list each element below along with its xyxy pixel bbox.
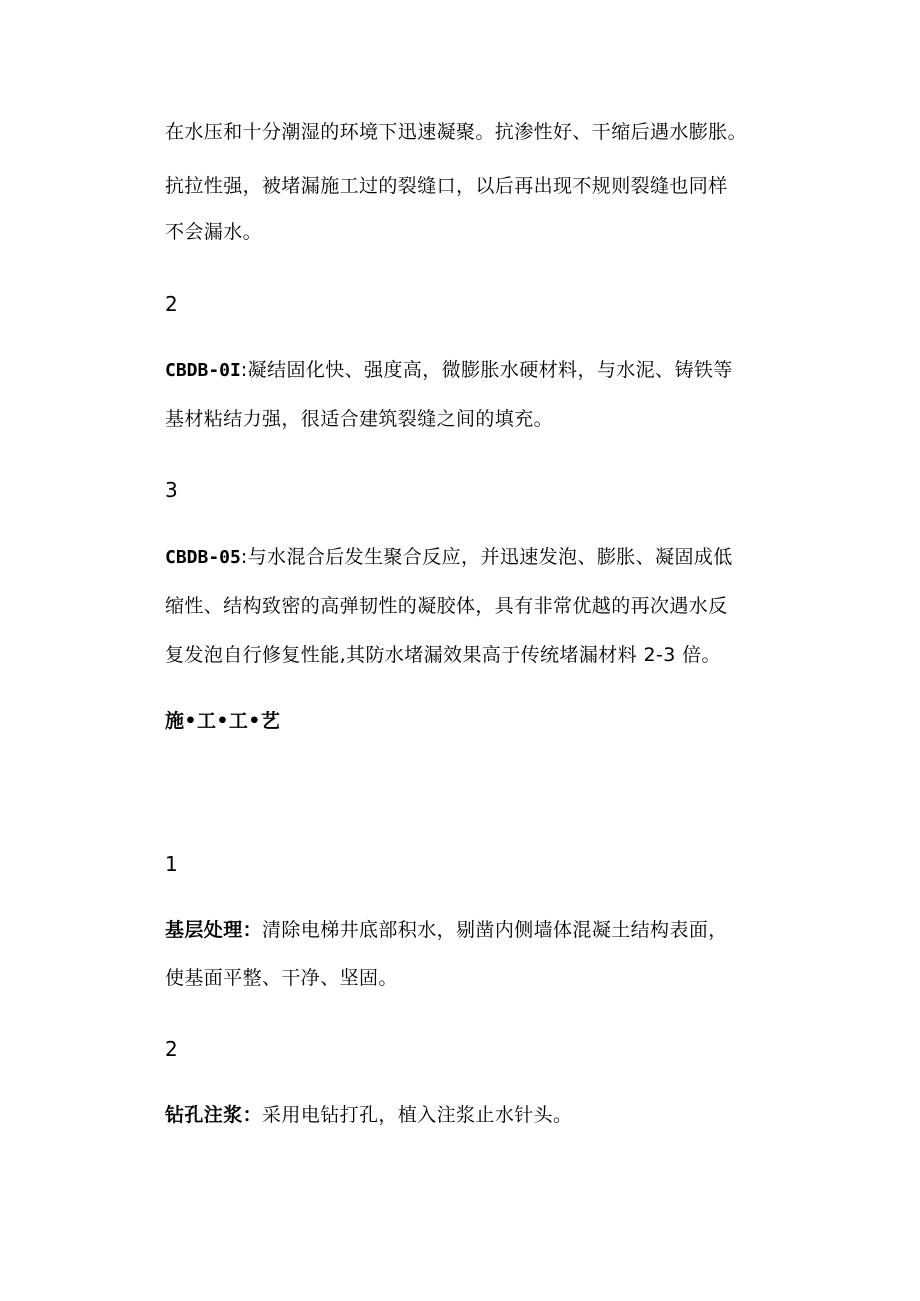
step-description: 清除电梯井底部积水，剔凿内侧墙体混凝土结构表面， bbox=[262, 919, 728, 941]
step-paragraph-line bbox=[165, 918, 728, 942]
material-description-line: 缩性、结构致密的高弹韧性的凝胶体，具有非常优越的再次遇水反 bbox=[165, 595, 728, 617]
material-number: 2 bbox=[165, 292, 178, 316]
material-paragraph-line bbox=[165, 545, 733, 570]
material-description-line: 基材粘结力强，很适合建筑裂缝之间的填充。 bbox=[165, 408, 554, 430]
step-paragraph-line bbox=[165, 1103, 572, 1127]
section-heading: 施•工•工•艺 bbox=[165, 710, 281, 732]
step-title: 基层处理： bbox=[165, 919, 263, 941]
material-description: :凝结固化快、强度高，微膨胀水硬材料，与水泥、铸铁等 bbox=[240, 359, 733, 381]
material-description-line: 复发泡自行修复性能,其防水堵漏效果高于传统堵漏材料 2-3 倍。 bbox=[165, 644, 721, 666]
material-number: 3 bbox=[165, 478, 178, 502]
step-description-line: 使基面平整、干净、坚固。 bbox=[165, 967, 398, 989]
step-number: 2 bbox=[165, 1037, 178, 1061]
material-code: CBDB-05 bbox=[165, 547, 241, 568]
step-description: 采用电钻打孔，植入注浆止水针头。 bbox=[262, 1104, 573, 1126]
material-code: CBDB-0I bbox=[165, 360, 241, 381]
intro-line-2: 抗拉性强，被堵漏施工过的裂缝口，以后再出现不规则裂缝也同样 bbox=[165, 175, 728, 197]
step-title: 钻孔注浆： bbox=[165, 1104, 263, 1126]
intro-line-3: 不会漏水。 bbox=[165, 221, 263, 243]
intro-line-1: 在水压和十分潮湿的环境下迅速凝聚。抗渗性好、干缩后遇水膨胀。 bbox=[165, 121, 748, 143]
material-description: :与水混合后发生聚合反应，并迅速发泡、膨胀、凝固成低 bbox=[240, 546, 733, 568]
step-number: 1 bbox=[165, 852, 178, 876]
material-paragraph-line bbox=[165, 358, 733, 383]
